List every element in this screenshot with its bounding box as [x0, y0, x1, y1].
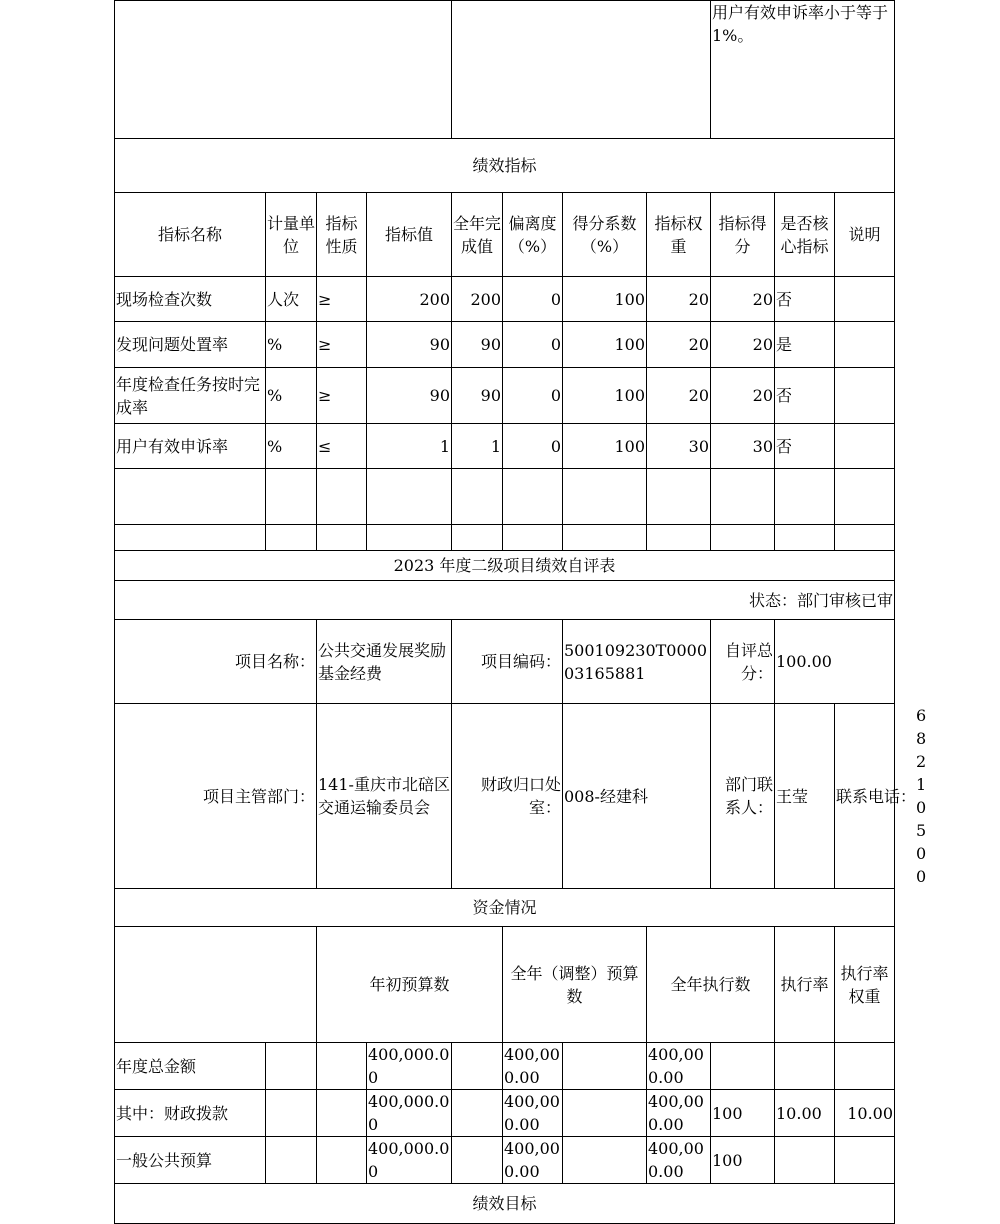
- indicator-unit: %: [266, 424, 317, 469]
- header-target-value: 指标值: [367, 193, 452, 277]
- funds-weight: 10.00: [775, 1090, 835, 1137]
- indicator-unit: 人次: [266, 277, 317, 322]
- indicator-coefficient: 100: [563, 277, 647, 322]
- phone-label: 联系电话：: [836, 786, 917, 806]
- indicator-score: 30: [711, 424, 775, 469]
- status-text: 状态：部门审核已审: [115, 581, 895, 620]
- funds-score: 10.00: [835, 1090, 895, 1137]
- empty-indicator-row: [115, 525, 895, 551]
- header-score: 指标得分: [711, 193, 775, 277]
- indicator-target: 1: [367, 424, 452, 469]
- finance-dept-label: 财政归口处室：: [452, 704, 563, 889]
- indicator-deviation: 0: [503, 277, 563, 322]
- funds-adjusted: 400,000.00: [503, 1090, 563, 1137]
- indicator-actual: 1: [452, 424, 503, 469]
- finance-dept-value: 008-经建科: [563, 704, 711, 889]
- header-core-indicator: 是否核心指标: [775, 193, 835, 277]
- indicator-nature: ≥: [317, 368, 367, 424]
- indicator-nature: ≤: [317, 424, 367, 469]
- phone-value: 68210500: [916, 706, 927, 886]
- section-title-perf-indicators: 绩效指标: [115, 139, 895, 193]
- header-exec-rate: 执行率: [775, 927, 835, 1043]
- indicator-unit: %: [266, 368, 317, 424]
- indicator-weight: 30: [647, 424, 711, 469]
- indicator-deviation: 0: [503, 424, 563, 469]
- empty-cell: [452, 1, 711, 139]
- funds-row-name: 一般公共预算: [115, 1137, 266, 1184]
- header-indicator-name: 指标名称: [115, 193, 266, 277]
- indicator-score: 20: [711, 322, 775, 368]
- funds-row-name: 年度总金额: [115, 1043, 266, 1090]
- funds-adjusted: 400,000.00: [503, 1137, 563, 1184]
- goal-description: 用户有效申诉率小于等于 1%。: [711, 1, 895, 139]
- funds-row: [115, 1090, 895, 1137]
- indicator-deviation: 0: [503, 368, 563, 424]
- funds-executed: 400,000.00: [647, 1090, 711, 1137]
- section-title-funds: 资金情况: [115, 889, 895, 927]
- self-score-value: 100.00: [775, 620, 895, 704]
- indicator-row: [115, 277, 895, 322]
- funds-score: [835, 1137, 895, 1184]
- dept-value: 141-重庆市北碚区交通运输委员会: [317, 704, 452, 889]
- header-executed: 全年执行数: [647, 927, 775, 1043]
- indicator-remarks: [835, 424, 895, 469]
- indicator-row: [115, 322, 895, 368]
- funds-executed: 400,000.00: [647, 1043, 711, 1090]
- performance-self-evaluation-table: [114, 0, 927, 1224]
- header-nature: 指标性质: [317, 193, 367, 277]
- indicator-coefficient: 100: [563, 424, 647, 469]
- project-code-label: 项目编码：: [452, 620, 563, 704]
- header-deviation: 偏离度（%）: [503, 193, 563, 277]
- header-remarks: 说明: [835, 193, 895, 277]
- indicator-deviation: 0: [503, 322, 563, 368]
- indicator-row: [115, 368, 895, 424]
- header-weight: 指标权重: [647, 193, 711, 277]
- indicator-coefficient: 100: [563, 322, 647, 368]
- indicator-core: 否: [775, 368, 835, 424]
- header-actual-value: 全年完成值: [452, 193, 503, 277]
- funds-rate: [711, 1043, 775, 1090]
- funds-initial: 400,000.00: [367, 1043, 452, 1090]
- form-title: 2023 年度二级项目绩效自评表: [115, 551, 895, 581]
- indicator-score: 20: [711, 277, 775, 322]
- indicator-remarks: [835, 277, 895, 322]
- contact-label: 部门联系人：: [711, 704, 775, 889]
- indicator-weight: 20: [647, 277, 711, 322]
- indicator-core: 是: [775, 322, 835, 368]
- funds-row: [115, 1137, 895, 1184]
- project-name-value: 公共交通发展奖励基金经费: [317, 620, 452, 704]
- indicator-remarks: [835, 368, 895, 424]
- header-exec-weight: 执行率权重: [835, 927, 895, 1043]
- empty-indicator-row: [115, 469, 895, 525]
- funds-weight: [775, 1043, 835, 1090]
- indicator-weight: 20: [647, 368, 711, 424]
- funds-adjusted: 400,000.00: [503, 1043, 563, 1090]
- indicator-name: 用户有效申诉率: [115, 424, 266, 469]
- indicator-actual: 90: [452, 368, 503, 424]
- indicator-core: 否: [775, 424, 835, 469]
- project-code-value: 500109230T000003165881: [563, 620, 711, 704]
- indicator-name: 年度检查任务按时完成率: [115, 368, 266, 424]
- indicator-target: 200: [367, 277, 452, 322]
- header-adjusted-budget: 全年（调整）预算数: [503, 927, 647, 1043]
- indicator-coefficient: 100: [563, 368, 647, 424]
- funds-row: [115, 1043, 895, 1090]
- project-name-label: 项目名称：: [115, 620, 317, 704]
- header-score-coefficient: 得分系数（%）: [563, 193, 647, 277]
- funds-row-name: 其中：财政拨款: [115, 1090, 266, 1137]
- indicator-actual: 90: [452, 322, 503, 368]
- indicator-name: 现场检查次数: [115, 277, 266, 322]
- indicator-unit: %: [266, 322, 317, 368]
- indicator-actual: 200: [452, 277, 503, 322]
- indicator-core: 否: [775, 277, 835, 322]
- empty-cell: [115, 1, 452, 139]
- funds-executed: 400,000.00: [647, 1137, 711, 1184]
- contact-value: 王莹: [775, 704, 835, 889]
- funds-initial: 400,000.00: [367, 1090, 452, 1137]
- funds-score: [835, 1043, 895, 1090]
- funds-rate: 100: [711, 1137, 775, 1184]
- indicator-nature: ≥: [317, 322, 367, 368]
- indicator-name: 发现问题处置率: [115, 322, 266, 368]
- header-unit: 计量单位: [266, 193, 317, 277]
- header-initial-budget: 年初预算数: [317, 927, 503, 1043]
- funds-weight: [775, 1137, 835, 1184]
- funds-initial: 400,000.00: [367, 1137, 452, 1184]
- indicator-remarks: [835, 322, 895, 368]
- indicator-target: 90: [367, 322, 452, 368]
- section-title-goals: 绩效目标: [115, 1184, 895, 1224]
- indicator-nature: ≥: [317, 277, 367, 322]
- dept-label: 项目主管部门：: [115, 704, 317, 889]
- phone-group: [835, 704, 927, 889]
- indicator-weight: 20: [647, 322, 711, 368]
- funds-rate: 100: [711, 1090, 775, 1137]
- indicator-target: 90: [367, 368, 452, 424]
- indicator-score: 20: [711, 368, 775, 424]
- self-score-label: 自评总分：: [711, 620, 775, 704]
- indicator-row: [115, 424, 895, 469]
